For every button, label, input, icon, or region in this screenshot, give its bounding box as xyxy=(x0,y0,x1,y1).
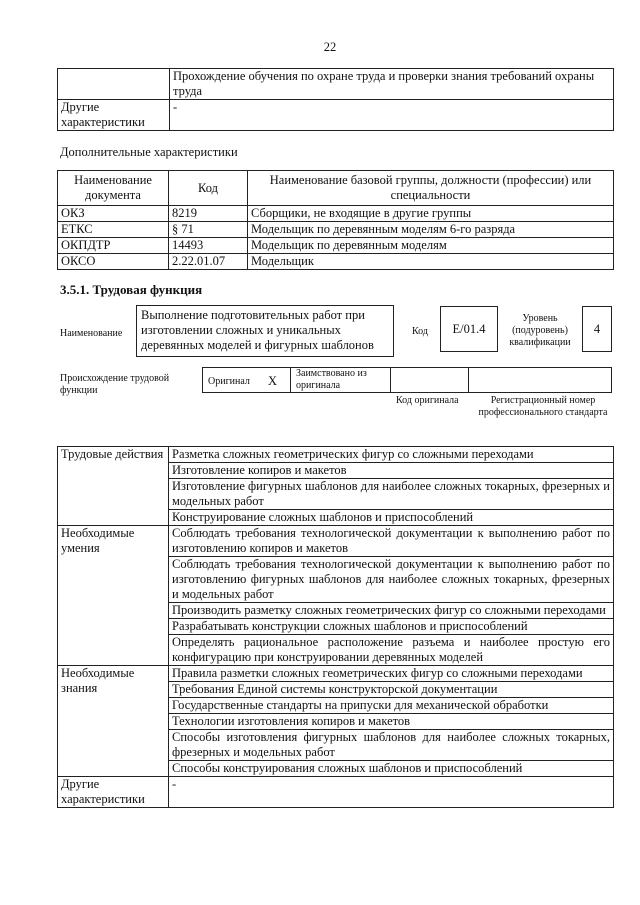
divider xyxy=(390,367,391,393)
divider xyxy=(290,367,291,393)
list-item: Разрабатывать конструкции сложных шаблонов и приспособлений xyxy=(169,619,614,635)
doc-code: 8219 xyxy=(169,206,248,222)
group-name: Сборщики, не входящие в другие группы xyxy=(248,206,614,222)
table-row xyxy=(58,254,614,270)
divider xyxy=(468,367,469,393)
qualification-level: 4 xyxy=(582,306,612,352)
list-item: Определять рациональное расположение разъема и наиболее простую его конфигурацию при конструировании деревянных моделей xyxy=(169,635,614,666)
section-title: 3.5.1. Трудовая функция xyxy=(60,282,203,297)
col-header-group-name: Наименование базовой группы, должности (профессии) или специальности xyxy=(248,171,614,206)
list-item: Соблюдать требования технологической документации к выполнению работ по изготовлению копиров и макетов xyxy=(169,526,614,557)
doc-code: 2.22.01.07 xyxy=(169,254,248,270)
list-item: Технологии изготовления копиров и макетов xyxy=(169,714,614,730)
other-characteristics-label: Другие характеристики xyxy=(58,777,169,808)
doc-name: ОКСО xyxy=(58,254,169,270)
original-label: Оригинал xyxy=(208,376,250,387)
name-label: Наименование xyxy=(60,328,123,339)
doc-name: ЕТКС xyxy=(58,222,169,238)
code-label: Код xyxy=(412,326,428,337)
skills-label: Необходимые умения xyxy=(58,526,169,666)
other-characteristics-value: - xyxy=(170,100,614,131)
qualification-level-label: Уровень (подуровень) квалификации xyxy=(509,313,571,348)
labor-function-table xyxy=(57,446,614,808)
function-code: E/01.4 xyxy=(440,306,498,352)
list-item: Требования Единой системы конструкторской документации xyxy=(169,682,614,698)
list-item: Правила разметки сложных геометрических фигур со сложными переходами xyxy=(169,666,614,682)
additional-characteristics-heading: Дополнительные характеристики xyxy=(60,145,238,159)
training-requirement: Прохождение обучения по охране труда и проверки знания требований охраны труда xyxy=(170,69,614,100)
additional-characteristics-table xyxy=(57,170,614,270)
list-item: Способы конструирования сложных шаблонов и приспособлений xyxy=(169,761,614,777)
page-number: 22 xyxy=(323,40,337,54)
doc-code: § 71 xyxy=(169,222,248,238)
list-item: Способы изготовления фигурных шаблонов для наиболее сложных токарных, фрезерных и модельных работ xyxy=(169,730,614,761)
col-header-code: Код xyxy=(169,171,248,206)
function-name: Выполнение подготовительных работ при изготовлении сложных и уникальных деревянных моделей и фигурных шаблонов xyxy=(136,305,394,357)
reg-number-caption: Регистрационный номер профессионального стандарта xyxy=(478,395,608,418)
table-row xyxy=(58,238,614,254)
list-item: Производить разметку сложных геометрических фигур со сложными переходами xyxy=(169,603,614,619)
list-item: Изготовление фигурных шаблонов для наиболее сложных токарных, фрезерных и модельных работ xyxy=(169,479,614,510)
list-item: Разметка сложных геометрических фигур со сложными переходами xyxy=(169,447,614,463)
table-row xyxy=(58,222,614,238)
origin-box xyxy=(202,367,612,393)
group-name: Модельщик по деревянным моделям xyxy=(248,238,614,254)
other-characteristics-value: - xyxy=(169,777,614,808)
doc-name: ОКЗ xyxy=(58,206,169,222)
original-mark: X xyxy=(268,374,278,388)
labor-actions-label: Трудовые действия xyxy=(58,447,169,526)
knowledge-label: Необходимые знания xyxy=(58,666,169,777)
col-header-document: Наименование документа xyxy=(58,171,169,206)
group-name: Модельщик по деревянным моделям 6-го разряда xyxy=(248,222,614,238)
table-row xyxy=(58,206,614,222)
code-original-caption: Код оригинала xyxy=(396,395,459,406)
doc-name: ОКПДТР xyxy=(58,238,169,254)
borrowed-label: Заимствовано из оригинала xyxy=(296,368,367,391)
origin-label: Происхождение трудовой функции xyxy=(60,373,170,396)
group-name: Модельщик xyxy=(248,254,614,270)
list-item: Соблюдать требования технологической документации к выполнению работ по изготовлению фигурных шаблонов для наиболее сложных токарных, фрезерных и модельных работ xyxy=(169,557,614,603)
list-item: Государственные стандарты на припуски для механической обработки xyxy=(169,698,614,714)
list-item: Конструирование сложных шаблонов и приспособлений xyxy=(169,510,614,526)
list-item: Изготовление копиров и макетов xyxy=(169,463,614,479)
other-characteristics-label: Другие характеристики xyxy=(58,100,170,131)
doc-code: 14493 xyxy=(169,238,248,254)
top-characteristics-table xyxy=(57,68,614,131)
